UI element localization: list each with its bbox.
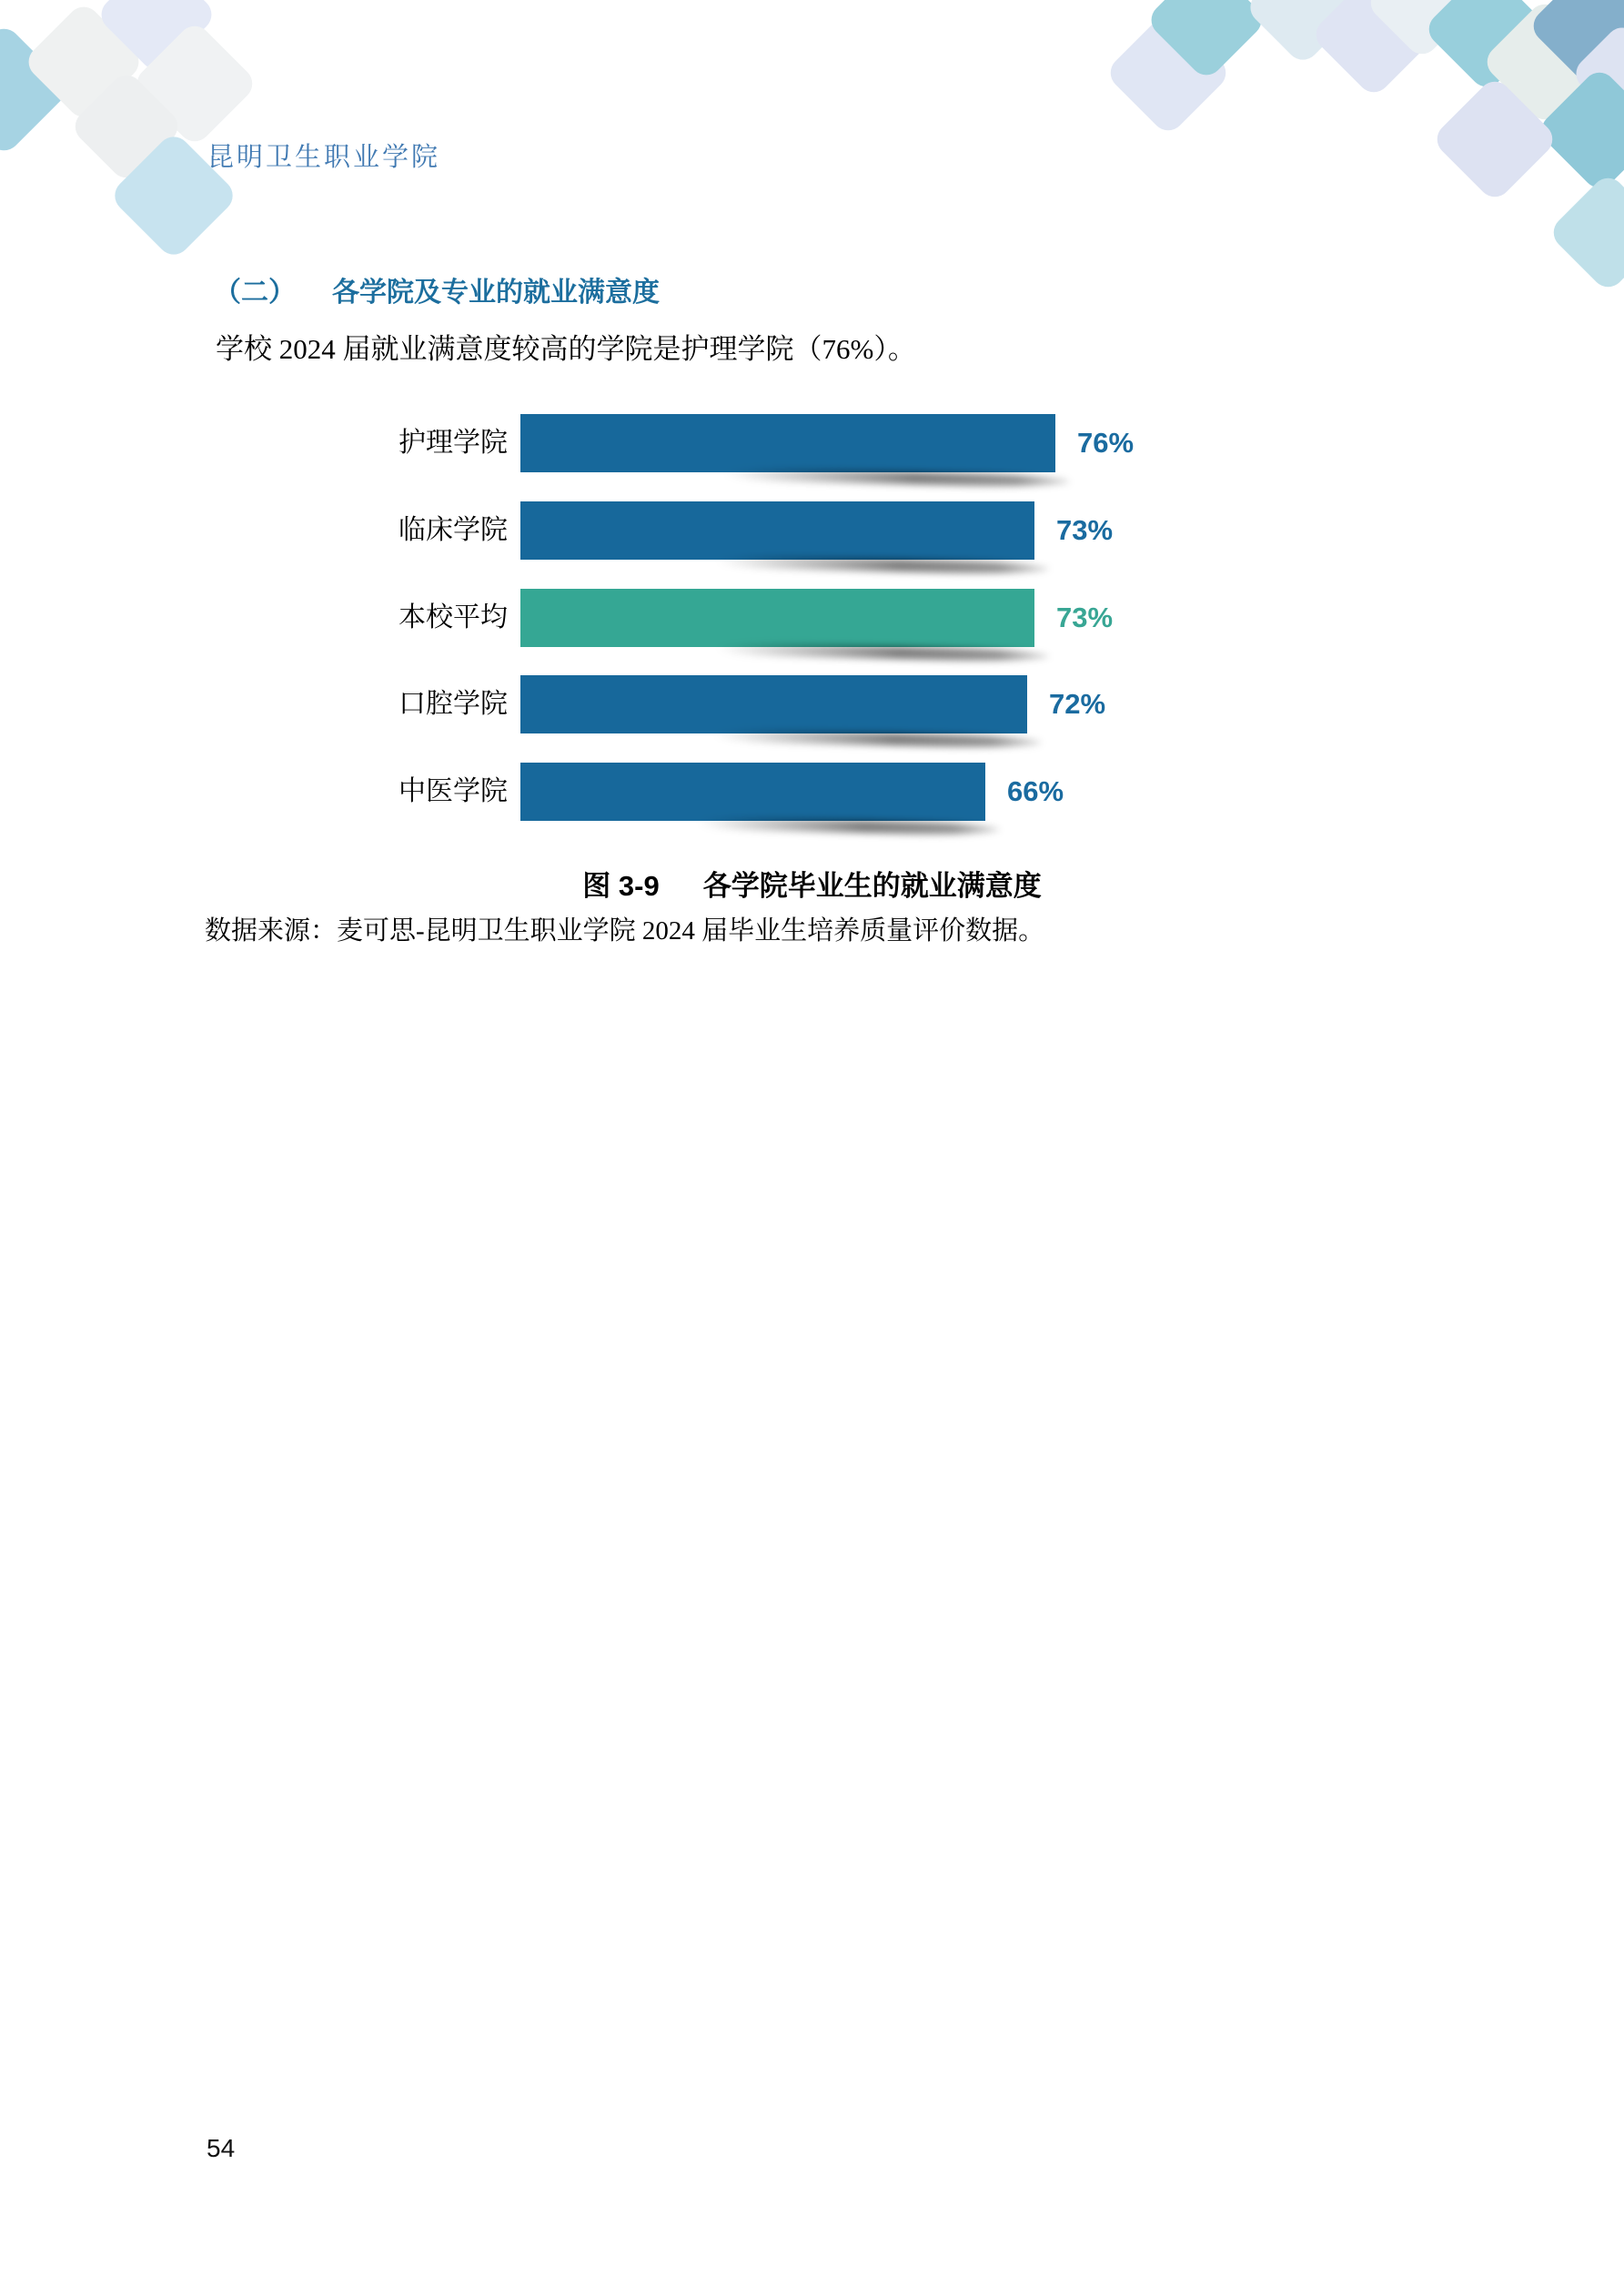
section-heading-title: 各学院及专业的就业满意度: [332, 278, 660, 308]
body-paragraph: 学校 2024 届就业满意度较高的学院是护理学院（76%）。: [216, 333, 916, 365]
bar: [520, 675, 1027, 733]
bar: [520, 763, 985, 821]
section-heading-number: （二）: [214, 278, 296, 308]
bar-shadow: [716, 642, 1050, 663]
value-label: 66%: [1007, 775, 1064, 807]
category-label: 中医学院: [398, 776, 508, 806]
figure-caption-label: 图 3-9: [582, 870, 660, 902]
bar-shadow: [716, 555, 1050, 575]
bar: [520, 501, 1034, 560]
data-source-note: 数据来源：麦可思-昆明卫生职业学院 2024 届毕业生培养质量评价数据。: [205, 916, 1045, 946]
category-label: 口腔学院: [398, 689, 508, 719]
figure-caption: [0, 863, 1624, 904]
document-header-title: 昆明卫生职业学院: [207, 143, 441, 172]
value-label: 76%: [1077, 427, 1135, 459]
chart-row: [326, 675, 1236, 733]
bar: [520, 414, 1055, 472]
category-label: 护理学院: [398, 428, 508, 458]
bar-shadow: [697, 816, 1000, 836]
chart-row: [326, 589, 1236, 647]
bar-chart: [326, 414, 1236, 842]
figure-caption-title: 各学院毕业生的就业满意度: [702, 870, 1042, 902]
bar-shadow: [723, 468, 1070, 489]
value-label: 73%: [1056, 602, 1114, 633]
bar-average-highlight: [520, 589, 1034, 647]
category-label: 本校平均: [398, 602, 508, 632]
chart-row: [326, 414, 1236, 472]
decorative-diamond: [1547, 171, 1624, 293]
bar-shadow: [713, 729, 1043, 749]
value-label: 72%: [1049, 688, 1106, 720]
page-number: 54: [207, 2134, 236, 2162]
value-label: 73%: [1056, 514, 1114, 546]
chart-row: [326, 501, 1236, 560]
chart-row: [326, 763, 1236, 821]
section-heading: [214, 269, 660, 309]
category-label: 临床学院: [398, 515, 508, 545]
